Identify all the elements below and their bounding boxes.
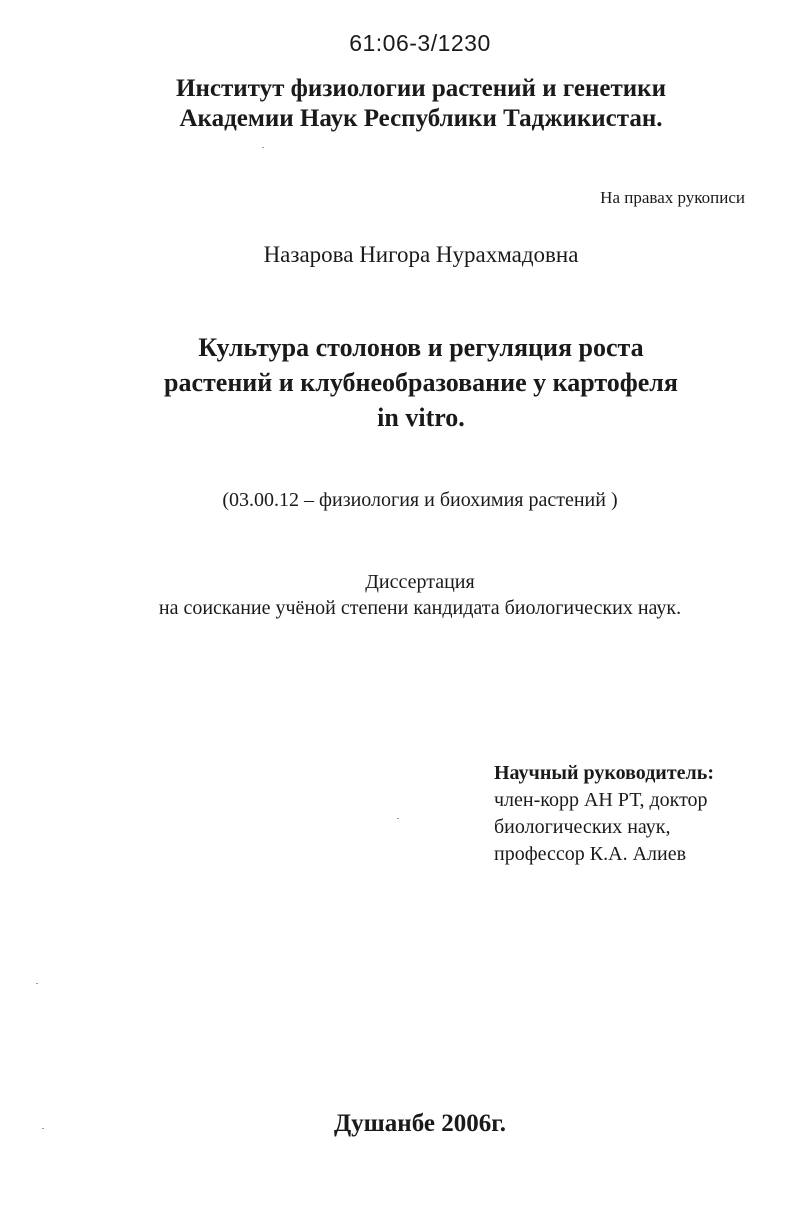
city-year: Душанбе 2006г. — [333, 1110, 506, 1137]
title-line-1: Культура столонов и регуляция роста — [198, 333, 644, 362]
rights-note: На правах рукописи — [600, 188, 745, 207]
scan-speck — [42, 1128, 44, 1129]
scan-speck — [262, 147, 264, 148]
dissertation-statement — [0, 569, 795, 621]
advisor-heading: Научный руководитель: — [494, 762, 714, 784]
title-line-2: растений и клубнеобразование у картофеля — [164, 368, 678, 397]
dissertation-line-1: Диссертация — [365, 571, 475, 593]
institution-line-1: Институт физиологии растений и генетики — [176, 75, 666, 102]
advisor-line-1: член-корр АН РТ, доктор — [494, 789, 708, 811]
author-name: Назарова Нигора Нурахмадовна — [263, 242, 579, 267]
catalog-code: 61:06-3/1230 — [349, 30, 491, 56]
advisor-line-2: биологических наук, — [494, 816, 671, 838]
specialty-code: (03.00.12 – физиология и биохимия растений ) — [222, 489, 618, 511]
institution-line-2: Академии Наук Республики Таджикистан. — [179, 105, 663, 132]
advisor-line-3: профессор К.А. Алиев — [494, 843, 687, 865]
scan-speck — [36, 983, 38, 984]
scientific-advisor — [494, 760, 714, 868]
title-line-3: in vitro. — [377, 403, 465, 432]
dissertation-title — [0, 330, 795, 435]
institution-name — [0, 74, 795, 134]
scan-speck — [397, 818, 399, 819]
dissertation-line-2: на соискание учёной степени кандидата биологических наук. — [158, 597, 682, 619]
